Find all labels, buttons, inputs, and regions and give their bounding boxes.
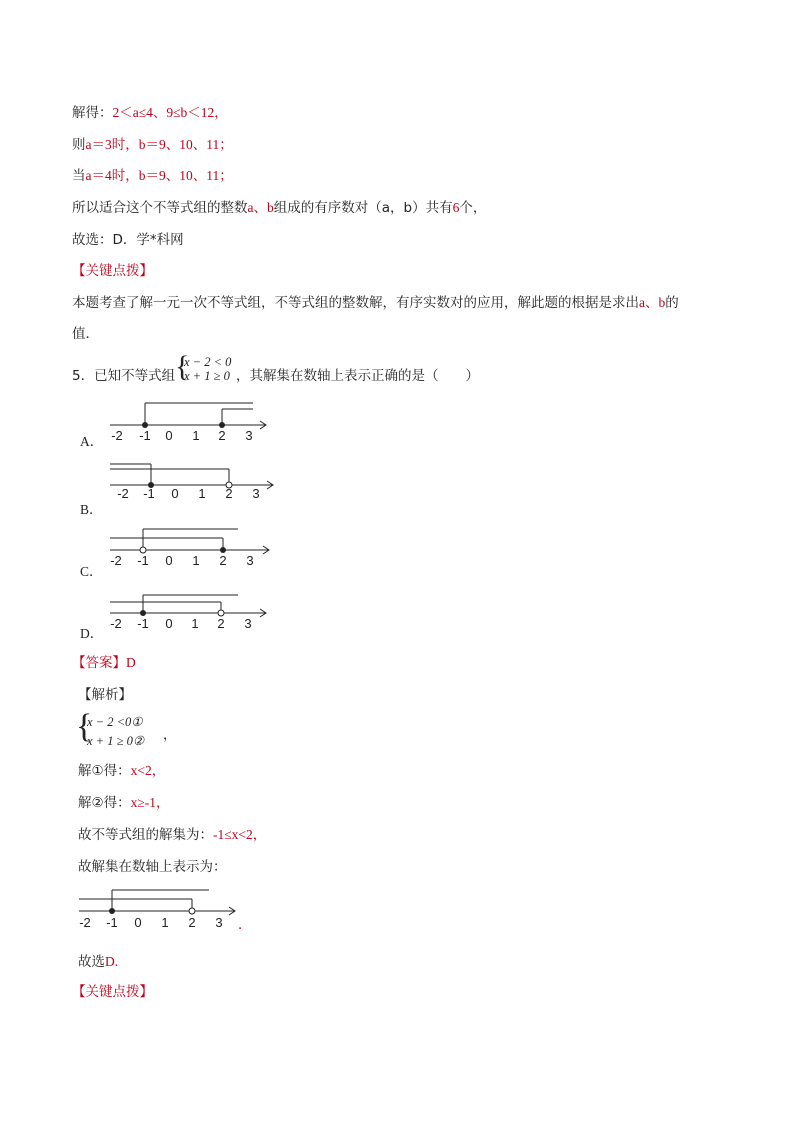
tick-label: 1: [161, 915, 169, 930]
solution-math: 2＜a≤4、9≤b＜12，: [112, 105, 228, 120]
question-ineq-1: x − 2 < 0: [184, 355, 232, 369]
tick-label: -2: [111, 428, 123, 443]
solution-math: a、b: [247, 200, 274, 215]
tick-label: 2: [188, 915, 196, 930]
tick-label: 2: [225, 486, 233, 501]
tick-label: 0: [165, 428, 173, 443]
tick-label: -1: [143, 486, 155, 501]
number-line-d: [105, 588, 285, 633]
number-line-c: [105, 525, 285, 570]
tick-label: 1: [192, 428, 200, 443]
option-d-label[interactable]: D．: [80, 626, 104, 641]
solution-line-3: [72, 167, 233, 185]
step-value: x<2，: [130, 763, 166, 778]
question-ineq-2: x + 1 ≥ 0: [184, 369, 230, 383]
tick-label: -2: [110, 553, 122, 568]
key-point-math: a、b: [639, 295, 666, 310]
tick-label: 2: [219, 553, 227, 568]
answer-value: D: [126, 655, 136, 670]
tick-label: 3: [215, 915, 223, 930]
tick-label: 0: [171, 486, 179, 501]
number-line-a: [100, 400, 280, 445]
option-c-label[interactable]: C．: [80, 564, 103, 579]
system-brace: {: [175, 350, 190, 383]
tick-label: 1: [198, 486, 206, 501]
tick-label: 0: [134, 915, 142, 930]
tick-label: 3: [252, 486, 260, 501]
analysis-step-4: 故解集在数轴上表示为：: [78, 859, 227, 875]
solution-line-1: [72, 104, 228, 122]
option-a-label[interactable]: A．: [80, 434, 104, 449]
key-point-text: 本题考查了解一元一次不等式组，不等式组的整数解，有序实数对的应用，解此题的根据是求出: [72, 295, 639, 311]
analysis-end-dot: ．: [238, 917, 252, 933]
solution-text: 所以适合这个不等式组的整数: [72, 200, 248, 216]
tick-label: 3: [246, 553, 254, 568]
analysis-conclusion: [78, 953, 118, 971]
solution-prefix: 则: [72, 137, 86, 153]
tick-label: 3: [244, 616, 252, 631]
solution-prefix: 解得：: [72, 105, 113, 121]
step-value: -1≤x<2，: [213, 827, 267, 842]
tick-label: -1: [139, 428, 151, 443]
tick-label: 1: [192, 553, 200, 568]
key-point-text: 的: [665, 295, 679, 311]
key-point-body: [72, 294, 679, 312]
answer-line: [72, 654, 136, 672]
key-point-2-heading: 【关键点拨】: [72, 984, 153, 1000]
tick-label: -1: [137, 553, 149, 568]
step-prefix: 故不等式组的解集为：: [78, 827, 213, 843]
step-prefix: 解①得：: [78, 763, 131, 779]
analysis-step-3: [78, 826, 266, 844]
analysis-ineq-2: x + 1 ≥ 0②: [87, 734, 145, 748]
solution-line-2: [72, 136, 233, 154]
solution-text: 个，: [459, 200, 487, 216]
solution-math: a＝3时，b＝9、10、11；: [85, 137, 233, 152]
analysis-sys-tail: ，: [163, 727, 177, 743]
tick-label: -2: [117, 486, 129, 501]
analysis-heading: 【解析】: [78, 687, 132, 703]
step-prefix: 解②得：: [78, 795, 131, 811]
number-line-solution: [74, 884, 254, 934]
tick-label: 0: [165, 553, 173, 568]
question-tail: ，其解集在数轴上表示正确的是（ ）: [236, 368, 479, 384]
analysis-step-2: [78, 794, 170, 812]
analysis-step-1: [78, 762, 165, 780]
solution-line-4: [72, 199, 486, 217]
solution-prefix: 当: [72, 168, 86, 184]
question-5: [72, 367, 175, 385]
solution-line-5: 故选：D．学*科网: [72, 232, 184, 248]
tick-label: -2: [110, 616, 122, 631]
key-point-body-cont: 值．: [72, 326, 99, 342]
key-point-heading: 【关键点拨】: [72, 263, 153, 279]
solution-math: 6: [452, 200, 460, 215]
conclusion-value: D.: [105, 954, 119, 969]
option-b-label[interactable]: B．: [80, 502, 103, 517]
conclusion-prefix: 故选: [78, 954, 105, 970]
tick-label: 0: [165, 616, 173, 631]
answer-label: 【答案】: [72, 655, 126, 671]
solution-math: a＝4时，b＝9、10、11；: [85, 168, 233, 183]
tick-label: 2: [218, 428, 226, 443]
step-value: x≥-1，: [130, 795, 170, 810]
tick-label: 3: [245, 428, 253, 443]
tick-label: 2: [217, 616, 225, 631]
analysis-ineq-1: x − 2 <0①: [87, 715, 143, 729]
tick-label: -1: [137, 616, 149, 631]
analysis-brace: {: [76, 708, 93, 745]
number-line-b: [105, 460, 285, 505]
tick-label: -2: [79, 915, 91, 930]
solution-text: 组成的有序数对（a，b）共有: [273, 200, 453, 216]
tick-label: -1: [106, 915, 118, 930]
tick-label: 1: [191, 616, 199, 631]
question-number: 5．已知不等式组: [72, 368, 176, 384]
